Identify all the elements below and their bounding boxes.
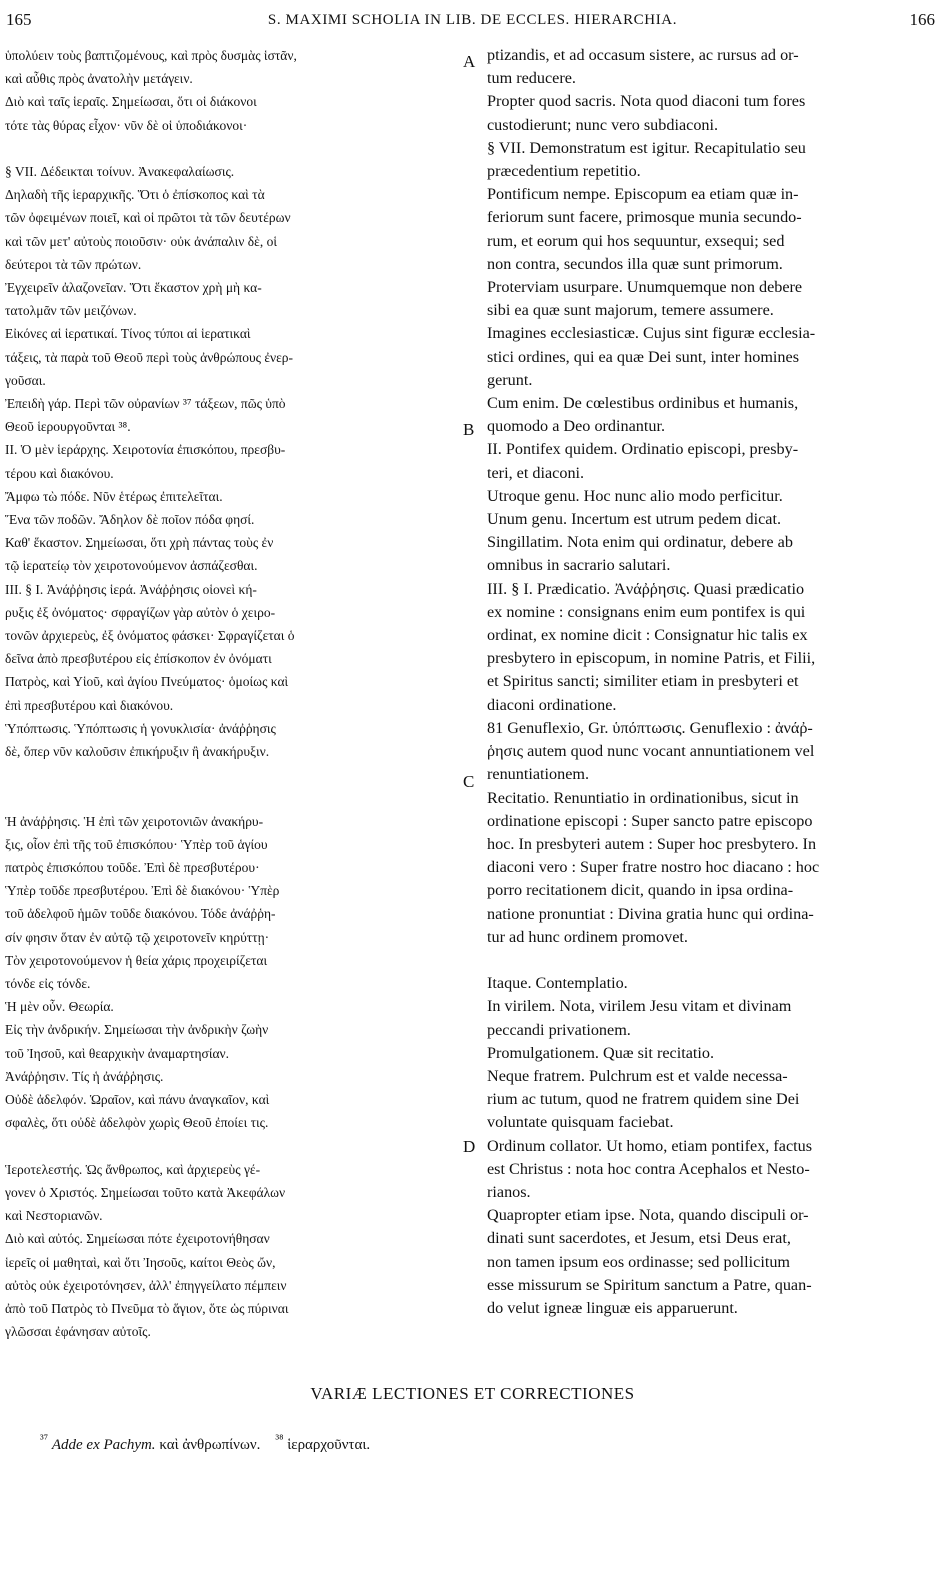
latin-text-line: teri, et diaconi. — [487, 463, 585, 482]
greek-text-line: Θεοῦ ἱερουργοῦνται ³⁸. — [5, 419, 131, 435]
greek-text-line: Ἐπειδὴ γάρ. Περὶ τῶν οὐρανίων ³⁷ τάξεων, πῶς ὑπὸ — [5, 396, 286, 412]
greek-text-line: Εἰς τὴν ἀνδρικήν. Σημείωσαι τὴν ἀνδρικὴν ζωὴν — [5, 1022, 269, 1038]
latin-text-line: Utroque genu. Hoc nunc alio modo perficitur. — [487, 486, 783, 505]
blank-line — [5, 137, 470, 160]
footnote-38-number: ³⁸ — [275, 1432, 284, 1446]
greek-text-line: ξις, οἷον ἐπὶ τῆς τοῦ ἐπισκόπου· Ὑπὲρ τοῦ ἁγίου — [5, 836, 268, 852]
greek-text-line: καὶ αὖθις πρὸς ἀνατολὴν μετάγειν. — [5, 71, 193, 87]
greek-text-line: III. § I. Ἀνάῤῥησις ἱερά. Ἀνάῤῥησις οἱονεὶ κή- — [5, 581, 257, 597]
greek-text-line: ἱερεῖς οἱ μαθηταὶ, καὶ ὅτι Ἰησοῦς, καίτοι Θεὸς ὤν, — [5, 1254, 276, 1270]
latin-text-line: rianos. — [487, 1182, 531, 1201]
footnote-37-text: καὶ ἀνθρωπίνων. — [159, 1437, 261, 1453]
greek-text-line: τονῶν ἀρχιερεὺς, ἐξ ὀνόματος φάσκει· Σφραγίζεται ὁ — [5, 628, 295, 644]
latin-text-line: Neque fratrem. Pulchrum est et valde necessa- — [487, 1066, 788, 1085]
greek-text-line: γλῶσσαι ἐφάνησαν αὐτοῖς. — [5, 1324, 151, 1340]
greek-text-line: Ἡ ἀνάῤῥησις. Ἡ ἐπὶ τῶν χειροτονιῶν ἀνακήρυ- — [5, 813, 264, 829]
greek-text-line: δεῖνα ἀπὸ πρεσβυτέρου εἰς ἐπίσκοπον ἐν ὀνόματι — [5, 651, 272, 667]
latin-text-line: sibi ea quæ sunt majorum, temere assumere. — [487, 301, 774, 320]
latin-text-line: tur ad hunc ordinem promovet. — [487, 927, 688, 946]
greek-text-line: ἐπὶ πρεσβυτέρου καὶ διακόνου. — [5, 697, 174, 713]
latin-text-line: non tamen ipsum eos ordinasse; sed pollicitum — [487, 1252, 791, 1271]
greek-text-line: τατολμᾶν τῶν μειζόνων. — [5, 303, 137, 319]
margin-letter-a: A — [463, 52, 476, 71]
footnote-38-text: ἱεραρχοῦνται. — [287, 1437, 371, 1453]
footnote-37-lead: Adde ex Pachym. — [51, 1437, 156, 1453]
latin-text-line: diaconi ordinatione. — [487, 695, 617, 714]
greek-text-line: Ἱεροτελεστής. Ὡς ἄνθρωπος, καὶ ἀρχιερεὺς γέ- — [5, 1161, 261, 1177]
latin-column — [487, 44, 939, 1320]
latin-text-line: ex nomine : consignans enim eum pontifex is qui — [487, 602, 806, 621]
blank-line — [5, 1135, 470, 1158]
latin-text-line: hoc. In presbyteri autem : Super hoc presbytero. In — [487, 834, 817, 853]
latin-text-line: rium ac tutum, quod ne fratrem quidem sine Dei — [487, 1090, 800, 1109]
greek-text-line: Ἕνα τῶν ποδῶν. Ἄδηλον δὲ ποῖον πόδα φησί. — [5, 512, 255, 528]
greek-text-line: Ὑπόπτωσις. Ὑπόπτωσις ἡ γονυκλισία· ἀνάῤῥησις — [5, 720, 276, 736]
latin-text-line: Promulgationem. Quæ sit recitatio. — [487, 1043, 715, 1062]
latin-text-line: diaconi vero : Super fratre nostro hoc diacano : hoc — [487, 858, 820, 877]
greek-text-line: γοῦσαι. — [5, 372, 46, 388]
greek-text-line: Δηλαδὴ τῆς ἱεραρχικῆς. Ὅτι ὁ ἐπίσκοπος καὶ τὰ — [5, 187, 265, 203]
latin-text-line: Recitatio. Renuntiatio in ordinationibus, sicut in — [487, 788, 799, 807]
latin-text-line: Singillatim. Nota enim qui ordinatur, debere ab — [487, 533, 793, 552]
latin-text-line: presbytero in episcopum, in nomine Patris, et Filii, — [487, 649, 816, 668]
margin-letter-d: D — [463, 1137, 476, 1156]
greek-text-line: αὐτὸς οὐκ ἐχειροτόνησεν, ἀλλ' ἐπηγγείλατο πέμπειν — [5, 1277, 287, 1293]
latin-text-line: II. Pontifex quidem. Ordinatio episcopi, presby- — [487, 440, 799, 459]
footnotes — [40, 1432, 370, 1454]
page-number-right: 166 — [909, 10, 935, 29]
greek-text-line: σφαλὲς, ὅτι οὐδὲ ἀδελφὸν χωρὶς Θεοῦ ἐποίει τις. — [5, 1115, 269, 1131]
greek-text-line: τοῦ ἀδελφοῦ ἡμῶν τοῦδε διακόνου. Τόδε ἀνάῤῥη- — [5, 906, 276, 922]
latin-text-line: Propter quod sacris. Nota quod diaconi tum fores — [487, 92, 806, 111]
latin-text-line: In virilem. Nota, virilem Jesu vitam et divinam — [487, 997, 792, 1016]
greek-text-line: Ἐγχειρεῖν ἀλαζονεῖαν. Ὅτι ἕκαστον χρὴ μὴ κα- — [5, 280, 262, 296]
greek-text-line: τότε τὰς θύρας εἶχον· νῦν δὲ οἱ ὑποδιάκονοι· — [5, 117, 248, 133]
margin-letter-b: B — [463, 420, 475, 439]
latin-text-line: est Christus : nota hoc contra Acephalos et Nesto- — [487, 1159, 810, 1178]
greek-text-line: καὶ τῶν μετ' αὐτοὺς ποιοῦσιν· οὐκ ἀνάπαλιν δὲ, οἱ — [5, 233, 277, 249]
latin-text-line: ordinatione episcopi : Super sancto patre episcopo — [487, 811, 813, 830]
blank-line — [5, 786, 470, 809]
variae-lectiones-title: VARIÆ LECTIONES ET CORRECTIONES — [310, 1384, 635, 1403]
latin-text-line: do velut igneæ linguæ eis apparuerunt. — [487, 1298, 738, 1317]
latin-text-line: voluntate quisquam faciebat. — [487, 1113, 674, 1132]
running-title: S. MAXIMI SCHOLIA IN LIB. DE ECCLES. HIERARCHIA. — [267, 12, 678, 28]
latin-text-line: Quapropter etiam ipse. Nota, quando discipuli or- — [487, 1206, 809, 1225]
latin-text-line: 81 Genuflexio, Gr. ὑπόπτωσις. Genuflexio : ἀνάῤ- — [487, 718, 813, 737]
margin-letter-c: C — [463, 772, 475, 791]
greek-text-line: Ὑπὲρ τοῦδε πρεσβυτέρου. Ἐπὶ δὲ διακόνου· Ὑπὲρ — [5, 883, 280, 899]
greek-text-line: ὑπολύειν τοὺς βαπτιζομένους, καὶ πρὸς δυσμὰς ἱστᾶν, — [5, 48, 297, 63]
latin-text-line: Itaque. Contemplatio. — [487, 974, 628, 993]
greek-text-line: § VII. Δέδεικται τοίνυν. Ἀνακεφαλαίωσις. — [5, 164, 235, 179]
latin-text-line: custodierunt; nunc vero subdiaconi. — [487, 115, 719, 134]
latin-text-line: Cum enim. De cœlestibus ordinibus et humanis, — [487, 394, 799, 413]
latin-text-line: et Spiritus sancti; similiter etiam in presbyteri et — [487, 672, 799, 691]
blank-line — [5, 763, 470, 786]
greek-text-line: τάξεις, τὰ παρὰ τοῦ Θεοῦ περὶ τοὺς ἀνθρώπους ἐνερ- — [5, 349, 294, 365]
latin-text-line: stici ordines, qui ea quæ Dei sunt, inter homines — [487, 347, 800, 366]
greek-text-line: σίν φησιν ὅταν ἐν αὐτῷ τῷ χειροτονεῖν κηρύττῃ· — [5, 929, 270, 945]
greek-text-line: II. Ὁ μὲν ἱεράρχης. Χειροτονία ἐπισκόπου, πρεσβυ- — [5, 442, 286, 458]
greek-text-line: Ἄμφω τὼ πόδε. Νῦν ἑτέρως ἐπιτελεῖται. — [5, 488, 223, 504]
latin-text-line: Ordinum collator. Ut homo, etiam pontifex, factus — [487, 1136, 813, 1155]
greek-text-line: Τὸν χειροτονούμενον ἡ θεία χάρις προχειρίζεται — [5, 952, 268, 968]
latin-text-line: ῥησις autem quod nunc vocant annuntiationem vel — [487, 742, 815, 761]
latin-text-line: Proterviam usurpare. Unumquemque non debere — [487, 278, 803, 297]
latin-text-line: ptizandis, et ad occasum sistere, ac rursus ad or- — [487, 46, 799, 64]
latin-text-line: quomodo a Deo ordinantur. — [487, 417, 666, 436]
latin-text-line: peccandi privationem. — [487, 1020, 631, 1039]
greek-text-line: Διὸ καὶ ταῖς ἱεραῖς. Σημείωσαι, ὅτι οἱ διάκονοι — [5, 94, 257, 110]
latin-text-line: feriorum sunt facere, primosque munia secundo- — [487, 208, 802, 227]
greek-text-line: Καθ' ἕκαστον. Σημείωσαι, ὅτι χρὴ πάντας τοὺς ἐν — [5, 535, 274, 551]
blank-line — [487, 949, 939, 972]
greek-text-line: τοῦ Ἰησοῦ, καὶ θεαρχικὴν ἀναμαρτησίαν. — [5, 1045, 230, 1061]
latin-text-line: tum reducere. — [487, 69, 576, 88]
greek-text-line: Διὸ καὶ αὐτός. Σημείωσαι πότε ἐχειροτονήθησαν — [5, 1231, 270, 1247]
greek-column — [5, 44, 470, 1343]
greek-text-line: Εἰκόνες αἱ ἱερατικαί. Τίνος τύποι αἱ ἱερατικαὶ — [5, 326, 251, 342]
greek-text-line: τόνδε εἰς τόνδε. — [5, 976, 91, 992]
greek-text-line: τῷ ἱερατείῳ τὸν χειροτονούμενον ἀσπάζεσθαι. — [5, 558, 258, 574]
greek-text-line: δεύτεροι τὰ τῶν πρώτων. — [5, 256, 142, 272]
greek-text-line: δὲ, ὅπερ νῦν καλοῦσιν ἐπικήρυξιν ἢ ἀνακήρυξιν. — [5, 744, 270, 760]
latin-text-line: porro recitationem dicit, quando in ipsa ordina- — [487, 881, 794, 900]
greek-text-line: πατρὸς ἐπισκόπου τοῦδε. Ἐπὶ δὲ πρεσβυτέρου· — [5, 860, 260, 876]
latin-text-line: Pontificum nempe. Episcopum ea etiam quæ in- — [487, 185, 799, 204]
greek-text-line: καὶ Νεστοριανῶν. — [5, 1208, 103, 1224]
greek-text-line: τῶν ὀφειμένων ποιεῖ, καὶ οἱ πρῶτοι τὰ τῶν δευτέρων — [5, 210, 291, 226]
greek-text-line: τέρου καὶ διακόνου. — [5, 465, 114, 481]
greek-text-line: Ἡ μὲν οὖν. Θεωρία. — [5, 999, 114, 1015]
latin-text-line: natione pronuntiat : Divina gratia hunc qui ordina- — [487, 904, 814, 923]
latin-text-line: Imagines ecclesiasticæ. Cujus sint figuræ ecclesia- — [487, 324, 816, 343]
greek-text-line: ρυξις ἐξ ὀνόματος· σφραγίζων γὰρ αὐτὸν ὁ χειρο- — [5, 604, 276, 620]
greek-text-line: Οὐδὲ ἀδελφόν. Ὡραῖον, καὶ πάνυ ἀναγκαῖον, καὶ — [5, 1092, 270, 1108]
latin-text-line: Unum genu. Incertum est utrum pedem dicat. — [487, 510, 781, 529]
latin-text-line: rum, et eorum qui hos sequuntur, exsequi; sed — [487, 231, 785, 250]
latin-text-line: esse missurum se Spiritum sanctum a Patre, quan- — [487, 1275, 812, 1294]
latin-text-line: dinati sunt sacerdotes, et Jesum, etsi Deus erat, — [487, 1229, 791, 1248]
latin-text-line: III. § I. Prædicatio. Ἀνάῤῥησις. Quasi prædicatio — [487, 579, 805, 598]
footnote-37-number: ³⁷ — [40, 1432, 49, 1446]
latin-text-line: renuntiationem. — [487, 765, 590, 784]
latin-text-line: gerunt. — [487, 370, 533, 389]
page-number-left: 165 — [6, 10, 32, 29]
latin-text-line: ordinat, ex nomine dicit : Consignatur hic talis ex — [487, 626, 808, 645]
greek-text-line: ἀπὸ τοῦ Πατρὸς τὸ Πνεῦμα τὸ ἅγιον, ὅτε ὡς πύριναι — [5, 1300, 289, 1316]
latin-text-line: non contra, secundos illa quæ sunt primorum. — [487, 254, 783, 273]
latin-text-line: omnibus in sacrario salutari. — [487, 556, 671, 575]
greek-text-line: Πατρὸς, καὶ Υἱοῦ, καὶ ἁγίου Πνεύματος· ὁμοίως καὶ — [5, 674, 289, 690]
greek-text-line: γονεν ὁ Χριστός. Σημείωσαι τοῦτο κατὰ Ἀκεφάλων — [5, 1184, 286, 1200]
latin-text-line: præcedentium repetitio. — [487, 162, 641, 181]
greek-text-line: Ἀνάῤῥησιν. Τίς ἡ ἀνάῤῥησις. — [5, 1068, 164, 1084]
latin-text-line: § VII. Demonstratum est igitur. Recapitulatio seu — [487, 138, 806, 157]
page-header — [0, 10, 945, 38]
